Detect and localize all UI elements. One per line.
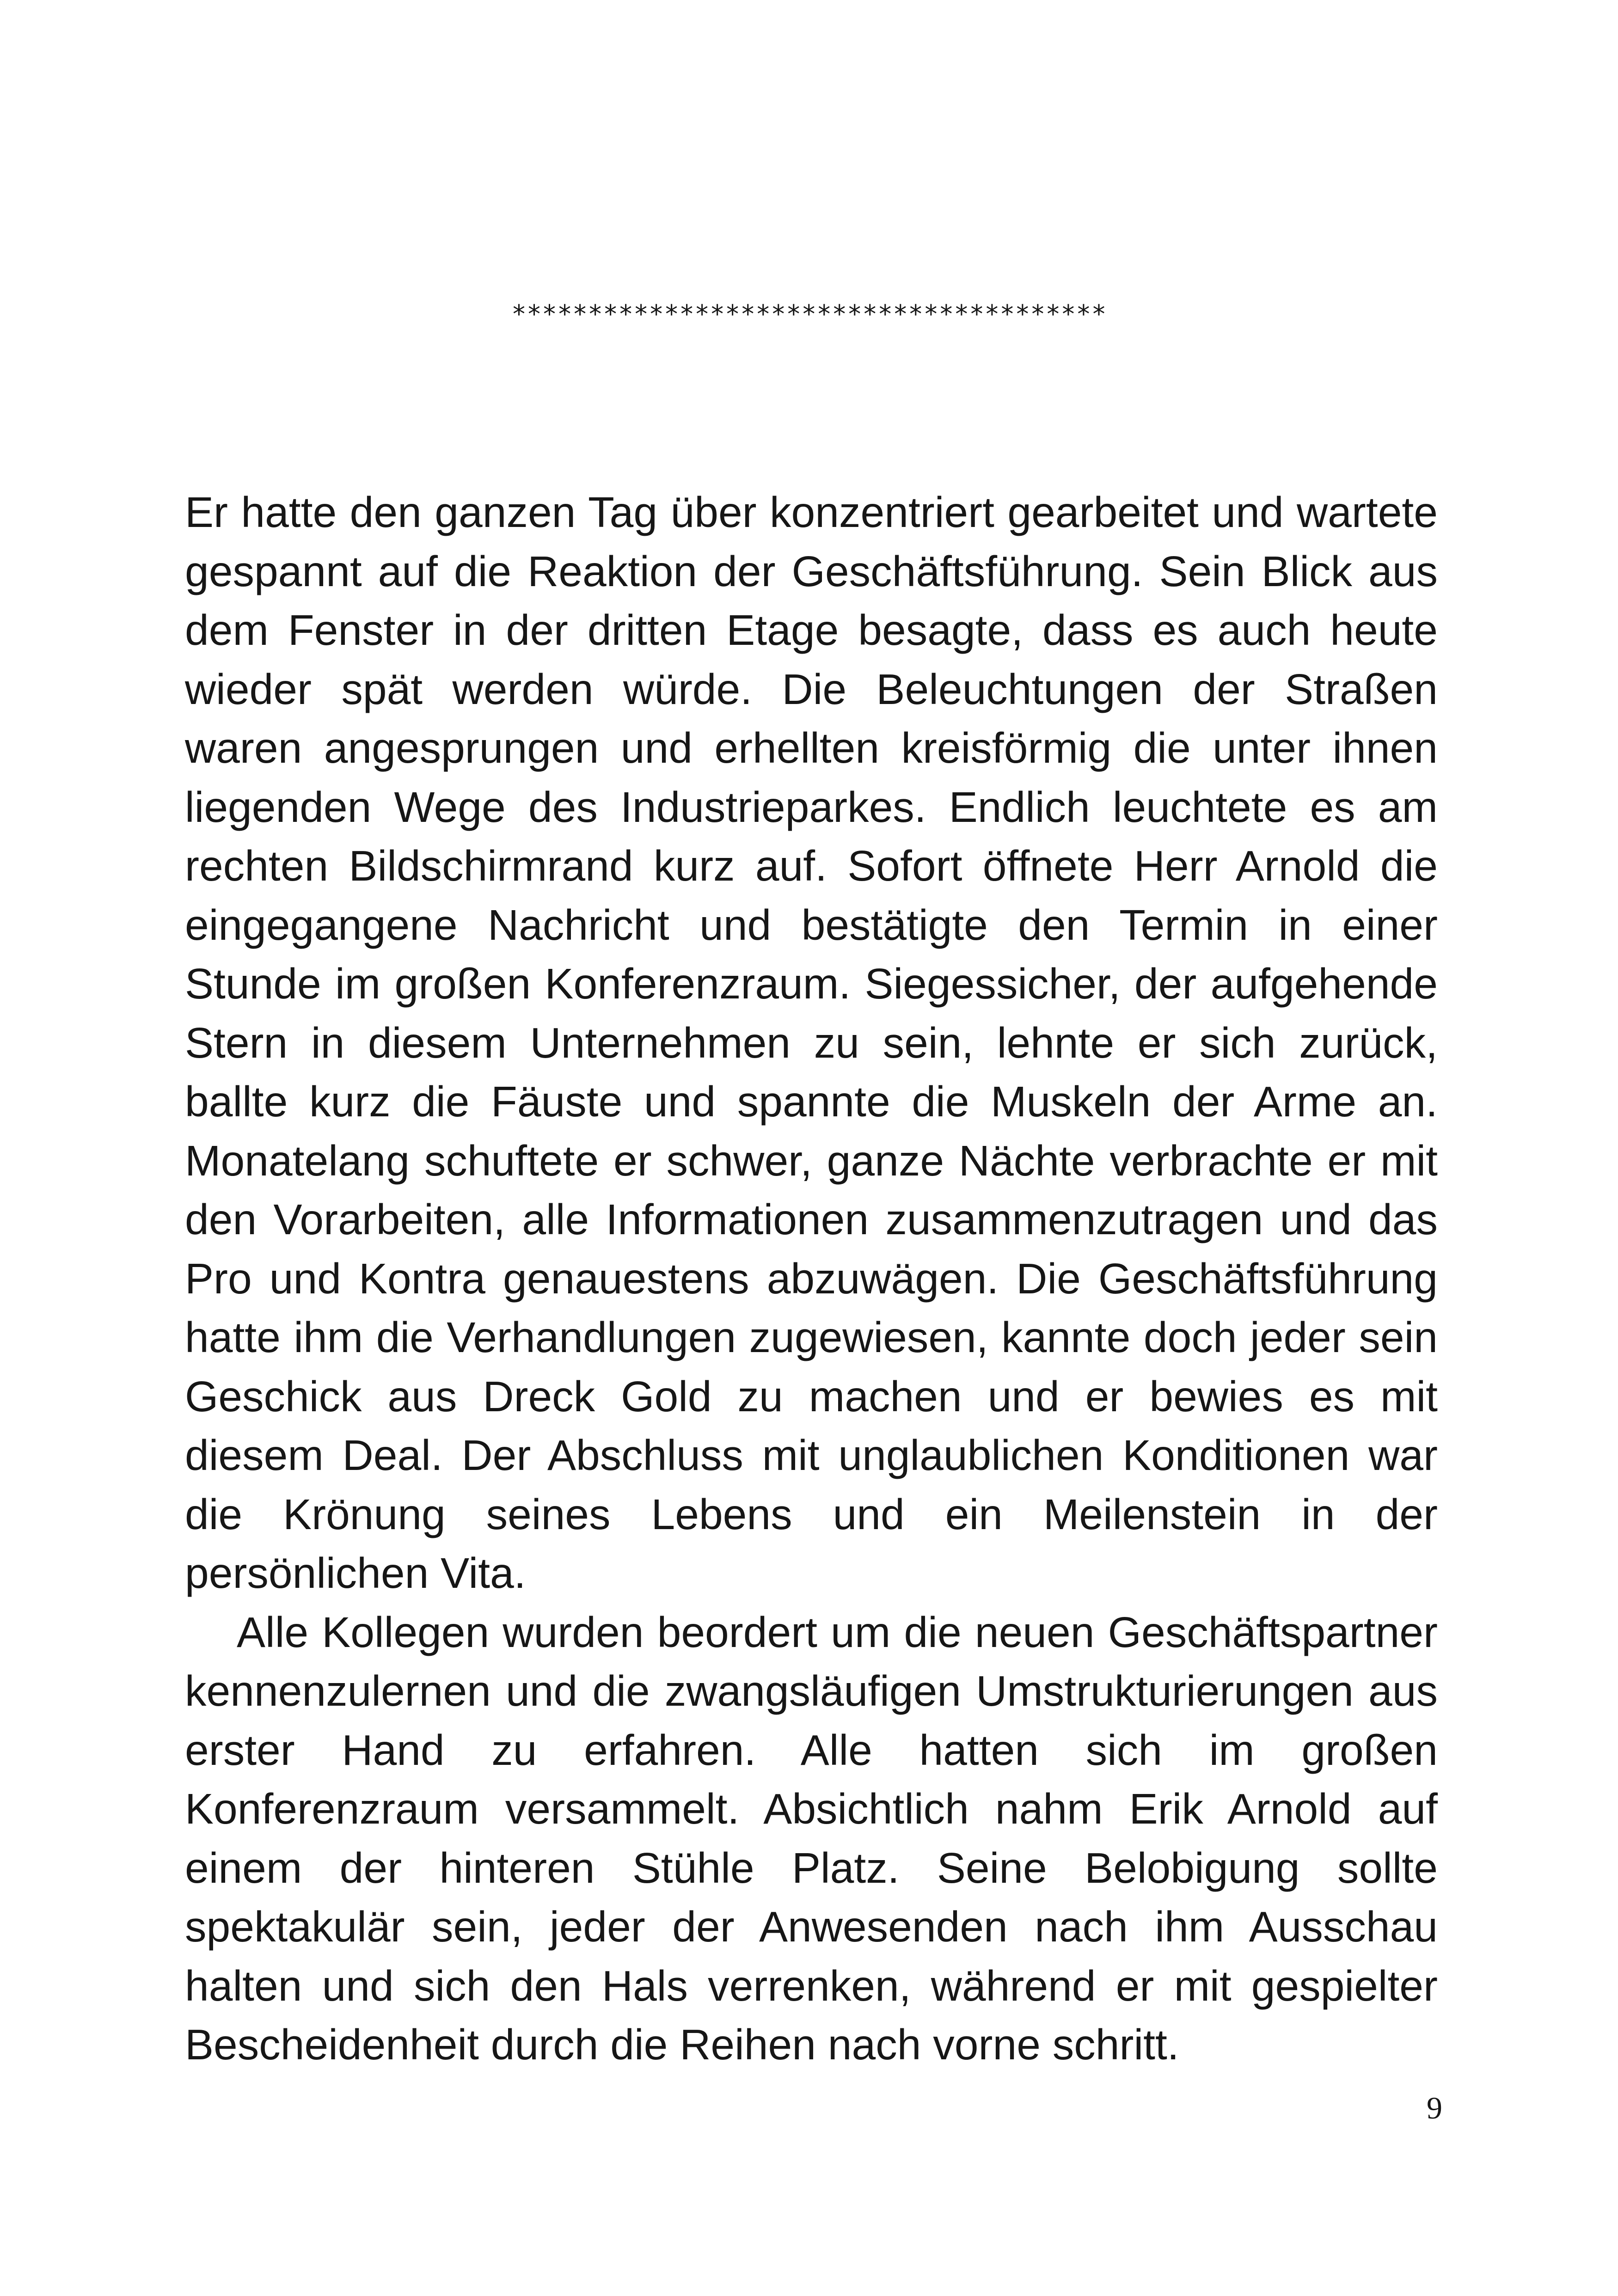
paragraph-2: Alle Kollegen wurden beordert um die neuen Geschäftspartner kennenzulernen und die zwangsläufigen Umstrukturierungen aus erster Hand zu erfahren. Alle hatten sich im großen Konferenzraum versammelt. Absichtlich nahm Erik Arnold auf einem der hinteren Stühle Platz. Seine Belobigung sollte spektakulär sein, jeder der Anwesenden nach ihm Ausschau halten und sich den Hals verrenken, während er mit gespielter Bescheidenheit durch die Reihen nach vorne schritt.	[185, 1608, 1438, 2069]
page-number: 9	[1427, 2090, 1442, 2125]
body-text	[185, 483, 1438, 2075]
paragraph-1: Er hatte den ganzen Tag über konzentriert gearbeitet und wartete gespannt auf die Reaktion der Geschäftsführung. Sein Blick aus dem Fenster in der dritten Etage besagte, dass es auch heute wieder spät werden würde. Die Beleuchtungen der Straßen waren angesprungen und erhellten kreisförmig die unter ihnen liegenden Wege des Industrieparkes. Endlich leuchtete es am rechten Bildschirmrand kurz auf. Sofort öffnete Herr Arnold die eingegangene Nachricht und bestätigte den Termin in einer Stunde im großen Konferenzraum. Siegessicher, der aufgehende Stern in diesem Unternehmen zu sein, lehnte er sich zurück, ballte kurz die Fäuste und spannte die Muskeln der Arme an. Monatelang schuftete er schwer, ganze Nächte verbrachte er mit den Vorarbeiten, alle Informationen zusammenzutragen und das Pro und Kontra genauestens abzuwägen. Die Geschäftsführung hatte ihm die Verhandlungen zugewiesen, kannte doch jeder sein Geschick aus Dreck Gold zu machen und er bewies es mit diesem Deal. Der Abschluss mit unglaublichen Konditionen war die Krönung seines Lebens und ein Meilenstein in der persönlichen Vita.	[185, 488, 1438, 1597]
section-separator: ***************************************	[511, 300, 1107, 329]
